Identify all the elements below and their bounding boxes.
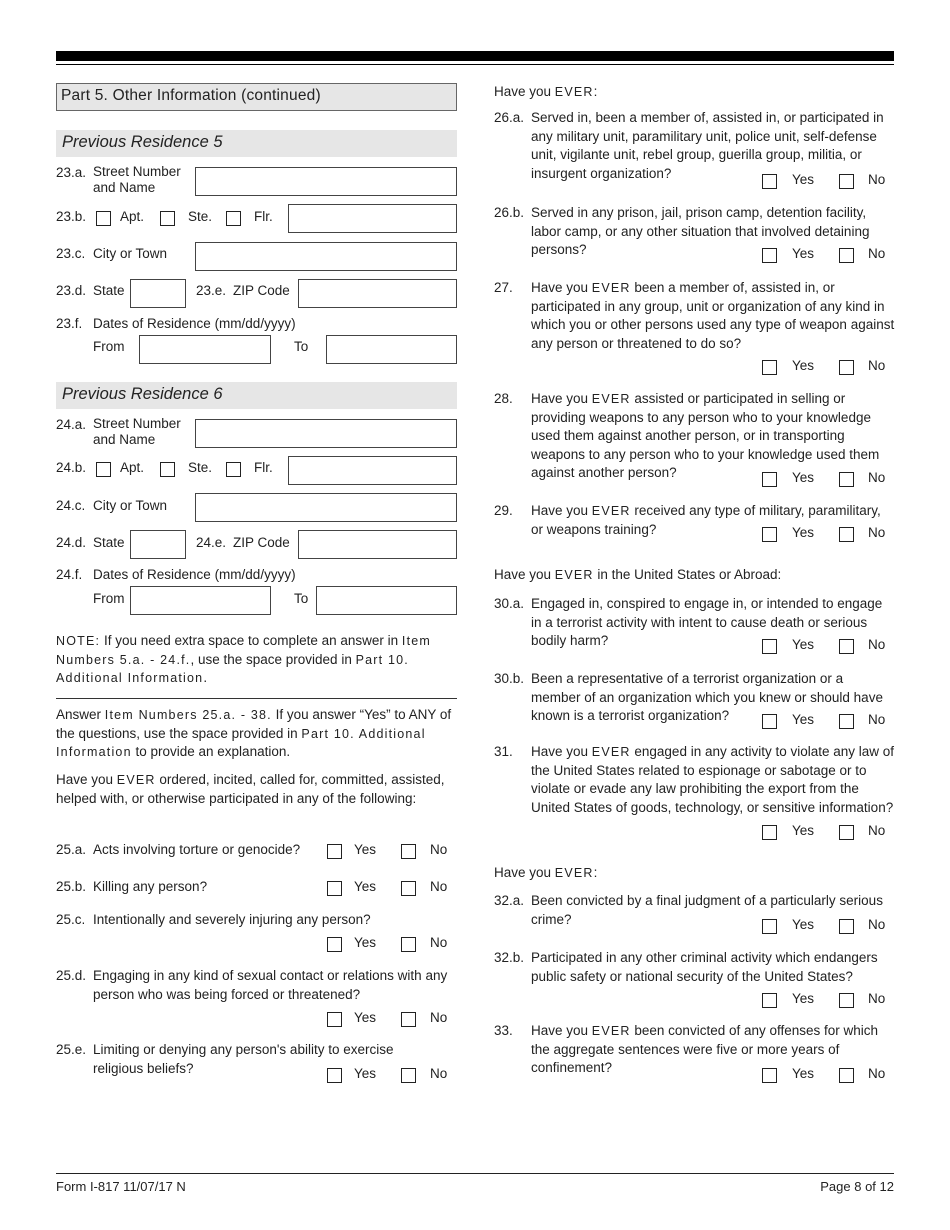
section-title-residence-6: Previous Residence 6 xyxy=(56,382,457,409)
city-input-23c[interactable] xyxy=(195,242,457,271)
item-number: 33. xyxy=(494,1023,513,1038)
no-label: No xyxy=(868,525,886,540)
no-checkbox-26a[interactable] xyxy=(839,174,854,189)
yes-label: Yes xyxy=(792,637,815,652)
apt-label: Apt. xyxy=(120,460,145,475)
from-date-input-23f[interactable] xyxy=(139,335,271,364)
yes-checkbox-25c[interactable] xyxy=(327,937,342,952)
yes-checkbox-28[interactable] xyxy=(762,472,777,487)
yes-label: Yes xyxy=(792,358,815,373)
flr-label: Flr. xyxy=(254,209,273,224)
form-id: Form I-817 11/07/17 N xyxy=(56,1179,186,1194)
item-number: 23.c. xyxy=(56,246,86,261)
yes-label: Yes xyxy=(792,917,815,932)
dates-label: Dates of Residence (mm/dd/yyyy) xyxy=(93,567,296,582)
no-checkbox-25a[interactable] xyxy=(401,844,416,859)
no-label: No xyxy=(868,246,886,261)
from-date-input-24f[interactable] xyxy=(130,586,271,615)
zip-input-23e[interactable] xyxy=(298,279,457,308)
unit-input-23b[interactable] xyxy=(288,204,457,233)
part-header: Part 5. Other Information (continued) xyxy=(56,83,457,111)
item-number: 25.c. xyxy=(56,912,86,927)
note-paragraph: NOTE: If you need extra space to complete an answer in Item Numbers 5.a. - 24.f., use the space provided in Part 10. Additional Information. xyxy=(56,633,432,685)
item-number: 24.c. xyxy=(56,498,86,513)
yes-label: Yes xyxy=(354,842,377,857)
yes-label: Yes xyxy=(792,823,815,838)
question-text: Killing any person? xyxy=(93,879,208,894)
yes-checkbox-25e[interactable] xyxy=(327,1068,342,1083)
question-text: Have you EVER received any type of military, paramilitary, or weapons training? xyxy=(531,503,881,537)
yes-label: Yes xyxy=(354,879,377,894)
yes-label: Yes xyxy=(792,246,815,261)
to-label: To xyxy=(294,339,309,354)
item-number: 24.e. xyxy=(196,535,227,550)
question-text: Have you EVER been convicted of any offenses for which the aggregate sentences were five or more years of confinement? xyxy=(531,1023,879,1075)
no-checkbox-30a[interactable] xyxy=(839,639,854,654)
item-number: 25.d. xyxy=(56,968,87,983)
street-input-24a[interactable] xyxy=(195,419,457,448)
item-number: 24.a. xyxy=(56,417,87,432)
street-label: Street Number and Name xyxy=(93,164,181,195)
question-text: Have you EVER engaged in any activity to violate any law of the United States related to espionage or sabotage or to violate or evade any law prohibiting the export from the United States of goods, technology, or sensitive information? xyxy=(531,744,895,815)
item-number: 24.d. xyxy=(56,535,87,550)
yes-label: Yes xyxy=(792,1066,815,1081)
item-number: 25.e. xyxy=(56,1042,87,1057)
no-label: No xyxy=(868,1066,886,1081)
street-input-23a[interactable] xyxy=(195,167,457,196)
yes-checkbox-33[interactable] xyxy=(762,1068,777,1083)
apt-label: Apt. xyxy=(120,209,145,224)
dates-label: Dates of Residence (mm/dd/yyyy) xyxy=(93,316,296,331)
no-label: No xyxy=(430,1010,448,1025)
to-date-input-23f[interactable] xyxy=(326,335,457,364)
item-number: 26.a. xyxy=(494,110,525,125)
yes-checkbox-32a[interactable] xyxy=(762,919,777,934)
no-checkbox-30b[interactable] xyxy=(839,714,854,729)
no-label: No xyxy=(868,823,886,838)
no-checkbox-32a[interactable] xyxy=(839,919,854,934)
street-label: Street Number and Name xyxy=(93,416,181,447)
ste-label: Ste. xyxy=(188,209,213,224)
state-input-24d[interactable] xyxy=(130,530,186,559)
no-checkbox-33[interactable] xyxy=(839,1068,854,1083)
to-label: To xyxy=(294,591,309,606)
item-number: 25.a. xyxy=(56,842,87,857)
no-label: No xyxy=(430,1066,448,1081)
item-number: 27. xyxy=(494,280,513,295)
question-text: Participated in any other criminal activity which endangers public safety or national security of the United States? xyxy=(531,950,878,984)
no-label: No xyxy=(868,917,886,932)
no-label: No xyxy=(868,991,886,1006)
no-checkbox-26b[interactable] xyxy=(839,248,854,263)
no-label: No xyxy=(430,842,448,857)
header-rule-thick xyxy=(56,51,894,61)
no-label: No xyxy=(868,637,886,652)
footer-rule xyxy=(56,1173,894,1174)
apt-checkbox-24b[interactable] xyxy=(96,462,111,477)
flr-checkbox-23b[interactable] xyxy=(226,211,241,226)
item-number: 24.f. xyxy=(56,567,83,582)
item-number: 31. xyxy=(494,744,513,759)
question-text: Engaging in any kind of sexual contact or relations with any person who was being forced or threatened? xyxy=(93,968,448,1002)
item-number: 26.b. xyxy=(494,205,525,220)
question-text: Served in, been a member of, assisted in, or participated in any military unit, paramilitary unit, police unit, self-defense unit, vigilante unit, rebel group, guerilla group, militia, or insurgent organization? xyxy=(531,110,884,181)
flr-label: Flr. xyxy=(254,460,273,475)
question-text: Acts involving torture or genocide? xyxy=(93,842,301,857)
yes-label: Yes xyxy=(792,470,815,485)
question-text: Engaged in, conspired to engage in, or intended to engage in a terrorist activity with intent to cause death or serious bodily harm? xyxy=(531,596,883,648)
yes-checkbox-26a[interactable] xyxy=(762,174,777,189)
no-label: No xyxy=(868,712,886,727)
yes-label: Yes xyxy=(792,525,815,540)
city-label: City or Town xyxy=(93,246,168,261)
item-number: 32.b. xyxy=(494,950,525,965)
yes-label: Yes xyxy=(354,1066,377,1081)
yes-label: Yes xyxy=(792,991,815,1006)
item-number: 23.e. xyxy=(196,283,227,298)
state-label: State xyxy=(93,535,125,550)
item-number: 23.a. xyxy=(56,165,87,180)
no-checkbox-25c[interactable] xyxy=(401,937,416,952)
no-checkbox-28[interactable] xyxy=(839,472,854,487)
yes-label: Yes xyxy=(354,935,377,950)
question-text: Have you EVER been a member of, assisted in, or participated in any group, unit or organization of any kind in which you or other persons used any type of weapon against any person or threatened to do so? xyxy=(531,280,895,351)
no-checkbox-25b[interactable] xyxy=(401,881,416,896)
heading-have-you-ever: Have you EVER: xyxy=(494,865,598,880)
ste-checkbox-24b[interactable] xyxy=(160,462,175,477)
item-number: 32.a. xyxy=(494,893,525,908)
no-checkbox-29[interactable] xyxy=(839,527,854,542)
yes-label: Yes xyxy=(354,1010,377,1025)
city-input-24c[interactable] xyxy=(195,493,457,522)
item-number: 23.b. xyxy=(56,209,87,224)
no-label: No xyxy=(430,879,448,894)
state-input-23d[interactable] xyxy=(130,279,186,308)
yes-checkbox-29[interactable] xyxy=(762,527,777,542)
answer-instructions: Answer Item Numbers 25.a. - 38. If you answer “Yes” to ANY of the questions, use the space provided in Part 10. Additional Information to provide an explanation. xyxy=(56,707,452,759)
yes-label: Yes xyxy=(792,712,815,727)
question-text: Served in any prison, jail, prison camp, detention facility, labor camp, or any other situation that involved detaining persons? xyxy=(531,205,870,257)
state-label: State xyxy=(93,283,125,298)
yes-checkbox-30b[interactable] xyxy=(762,714,777,729)
heading-in-us-or-abroad: Have you EVER in the United States or Abroad: xyxy=(494,567,782,582)
yes-checkbox-25a[interactable] xyxy=(327,844,342,859)
item-number: 30.a. xyxy=(494,596,525,611)
yes-checkbox-31[interactable] xyxy=(762,825,777,840)
question-text: Been a representative of a terrorist organization or a member of an organization which you knew or should have known is a terrorist organization? xyxy=(531,671,883,723)
item-number: 24.b. xyxy=(56,460,87,475)
zip-input-24e[interactable] xyxy=(298,530,457,559)
item-number: 30.b. xyxy=(494,671,525,686)
question-text: Have you EVER assisted or participated in selling or providing weapons to any person who to your knowledge used them against another person, or in transporting weapons to any person who to your knowledge used them against another person? xyxy=(531,391,880,480)
question-text: Limiting or denying any person's ability to exercise religious beliefs? xyxy=(93,1042,394,1076)
question-text: Been convicted by a final judgment of a particularly serious crime? xyxy=(531,893,883,927)
intro-question-25: Have you EVER ordered, incited, called for, committed, assisted, helped with, or otherwise participated in any of the following: xyxy=(56,772,445,806)
yes-checkbox-30a[interactable] xyxy=(762,639,777,654)
no-label: No xyxy=(868,172,886,187)
heading-have-you-ever: Have you EVER: xyxy=(494,84,598,99)
section-title-residence-5: Previous Residence 5 xyxy=(56,130,457,157)
unit-input-24b[interactable] xyxy=(288,456,457,485)
no-checkbox-31[interactable] xyxy=(839,825,854,840)
item-number: 28. xyxy=(494,391,513,406)
yes-label: Yes xyxy=(792,172,815,187)
zip-label: ZIP Code xyxy=(233,283,290,298)
yes-checkbox-25d[interactable] xyxy=(327,1012,342,1027)
ste-checkbox-23b[interactable] xyxy=(160,211,175,226)
item-number: 23.f. xyxy=(56,316,83,331)
section-divider xyxy=(56,698,457,699)
no-label: No xyxy=(868,470,886,485)
from-label: From xyxy=(93,591,125,606)
from-label: From xyxy=(93,339,125,354)
to-date-input-24f[interactable] xyxy=(316,586,457,615)
ste-label: Ste. xyxy=(188,460,213,475)
apt-checkbox-23b[interactable] xyxy=(96,211,111,226)
yes-checkbox-25b[interactable] xyxy=(327,881,342,896)
no-checkbox-32b[interactable] xyxy=(839,993,854,1008)
item-number: 23.d. xyxy=(56,283,87,298)
yes-checkbox-32b[interactable] xyxy=(762,993,777,1008)
no-label: No xyxy=(868,358,886,373)
yes-checkbox-27[interactable] xyxy=(762,360,777,375)
header-rule-thin xyxy=(56,64,894,65)
page-number: Page 8 of 12 xyxy=(820,1179,894,1194)
yes-checkbox-26b[interactable] xyxy=(762,248,777,263)
item-number: 29. xyxy=(494,503,513,518)
city-label: City or Town xyxy=(93,498,168,513)
no-checkbox-25d[interactable] xyxy=(401,1012,416,1027)
flr-checkbox-24b[interactable] xyxy=(226,462,241,477)
no-label: No xyxy=(430,935,448,950)
item-number: 25.b. xyxy=(56,879,87,894)
no-checkbox-27[interactable] xyxy=(839,360,854,375)
no-checkbox-25e[interactable] xyxy=(401,1068,416,1083)
question-text: Intentionally and severely injuring any person? xyxy=(93,912,371,927)
zip-label: ZIP Code xyxy=(233,535,290,550)
